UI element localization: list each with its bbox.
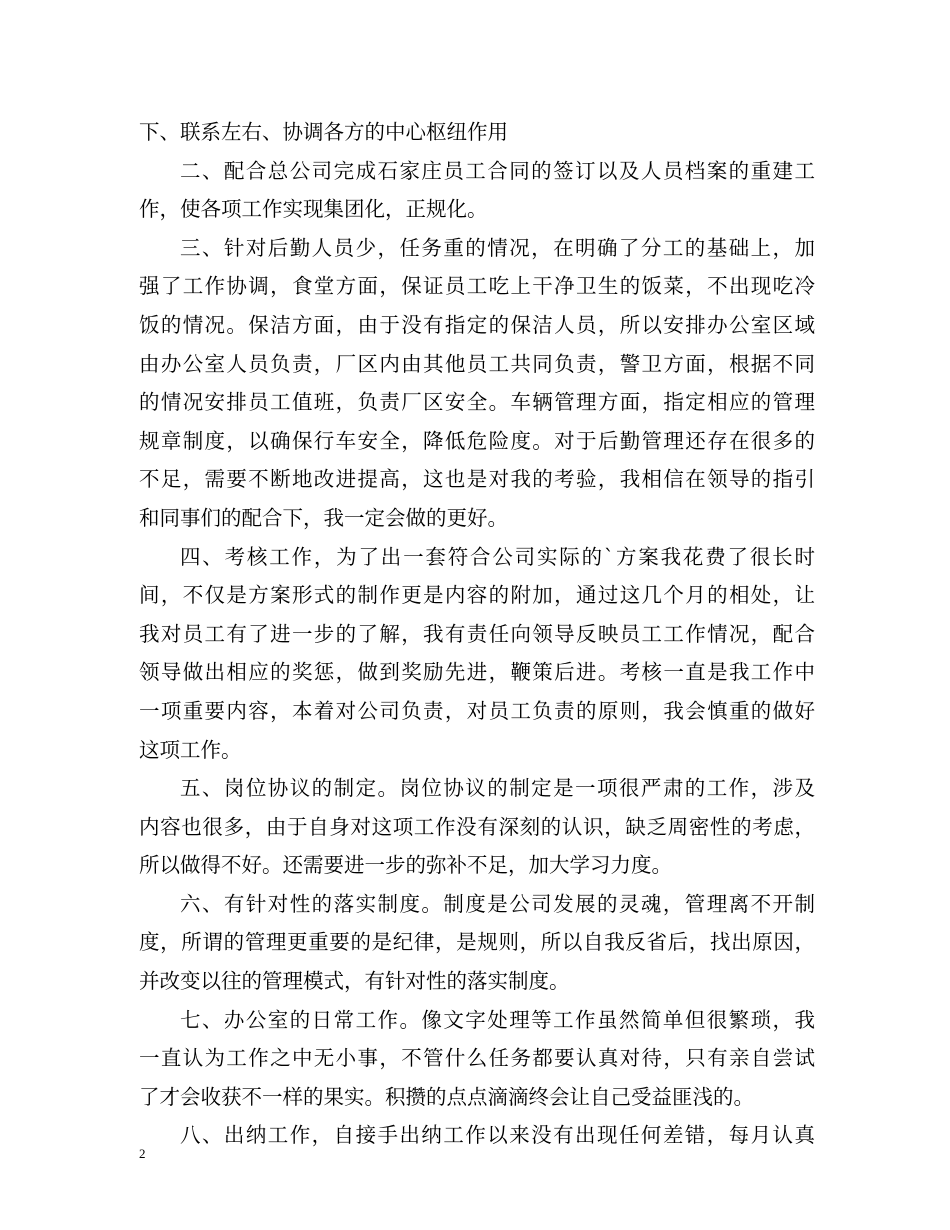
- text-line: 四、考核工作，为了出一套符合公司实际的`方案我花费了很长时: [180, 544, 815, 569]
- text-line: 的情况安排员工值班，负责厂区安全。车辆管理方面，指定相应的管理: [139, 390, 815, 415]
- text-line: 内容也很多，由于自身对这项工作没有深刻的认识，缺乏周密性的考虑，: [139, 814, 815, 839]
- text-line: 饭的情况。保洁方面，由于没有指定的保洁人员，所以安排办公室区域: [139, 312, 815, 337]
- text-line: 七、办公室的日常工作。像文字处理等工作虽然简单但很繁琐，我: [180, 1007, 815, 1032]
- text-line: 我对员工有了进一步的了解，我有责任向领导反映员工工作情况，配合: [139, 621, 815, 646]
- text-line: 这项工作。: [139, 737, 242, 762]
- body-text: [139, 113, 815, 1155]
- page-number: 2: [139, 1146, 146, 1161]
- text-line: 不足，需要不断地改进提高，这也是对我的考验，我相信在领导的指引: [139, 467, 815, 492]
- text-line: 所以做得不好。还需要进一步的弥补不足，加大学习力度。: [139, 853, 672, 878]
- text-line: 五、岗位协议的制定。岗位协议的制定是一项很严肃的工作，涉及: [180, 776, 815, 801]
- text-line: 并改变以往的管理模式，有针对性的落实制度。: [139, 969, 570, 994]
- text-line: 了才会收获不一样的果实。积攒的点点滴滴终会让自己受益匪浅的。: [139, 1084, 754, 1109]
- text-line: 规章制度，以确保行车安全，降低危险度。对于后勤管理还存在很多的: [139, 428, 815, 453]
- text-line: 下、联系左右、协调各方的中心枢纽作用: [139, 120, 508, 144]
- text-line: 作，使各项工作实现集团化，正规化。: [139, 197, 488, 222]
- text-line: 度，所谓的管理更重要的是纪律，是规则，所以自我反省后，找出原因，: [139, 930, 815, 955]
- text-line: 由办公室人员负责，厂区内由其他员工共同负责，警卫方面，根据不同: [139, 351, 815, 376]
- text-line: 一直认为工作之中无小事，不管什么任务都要认真对待，只有亲自尝试: [139, 1046, 815, 1071]
- text-line: 一项重要内容，本着对公司负责，对员工负责的原则，我会慎重的做好: [139, 698, 815, 723]
- text-line: 间，不仅是方案形式的制作更是内容的附加，通过这几个月的相处，让: [139, 583, 815, 608]
- text-line: 二、配合总公司完成石家庄员工合同的签订以及人员档案的重建工: [180, 158, 815, 183]
- text-line: 和同事们的配合下，我一定会做的更好。: [139, 505, 508, 530]
- text-line: 六、有针对性的落实制度。制度是公司发展的灵魂，管理离不开制: [180, 891, 815, 916]
- text-line: 领导做出相应的奖惩，做到奖励先进，鞭策后进。考核一直是我工作中: [139, 660, 815, 685]
- text-line: 八、出纳工作，自接手出纳工作以来没有出现任何差错，每月认真: [180, 1123, 815, 1148]
- text-line: 三、针对后勤人员少，任务重的情况，在明确了分工的基础上，加: [180, 235, 815, 260]
- text-line: 强了工作协调，食堂方面，保证员工吃上干净卫生的饭菜，不出现吃冷: [139, 274, 815, 299]
